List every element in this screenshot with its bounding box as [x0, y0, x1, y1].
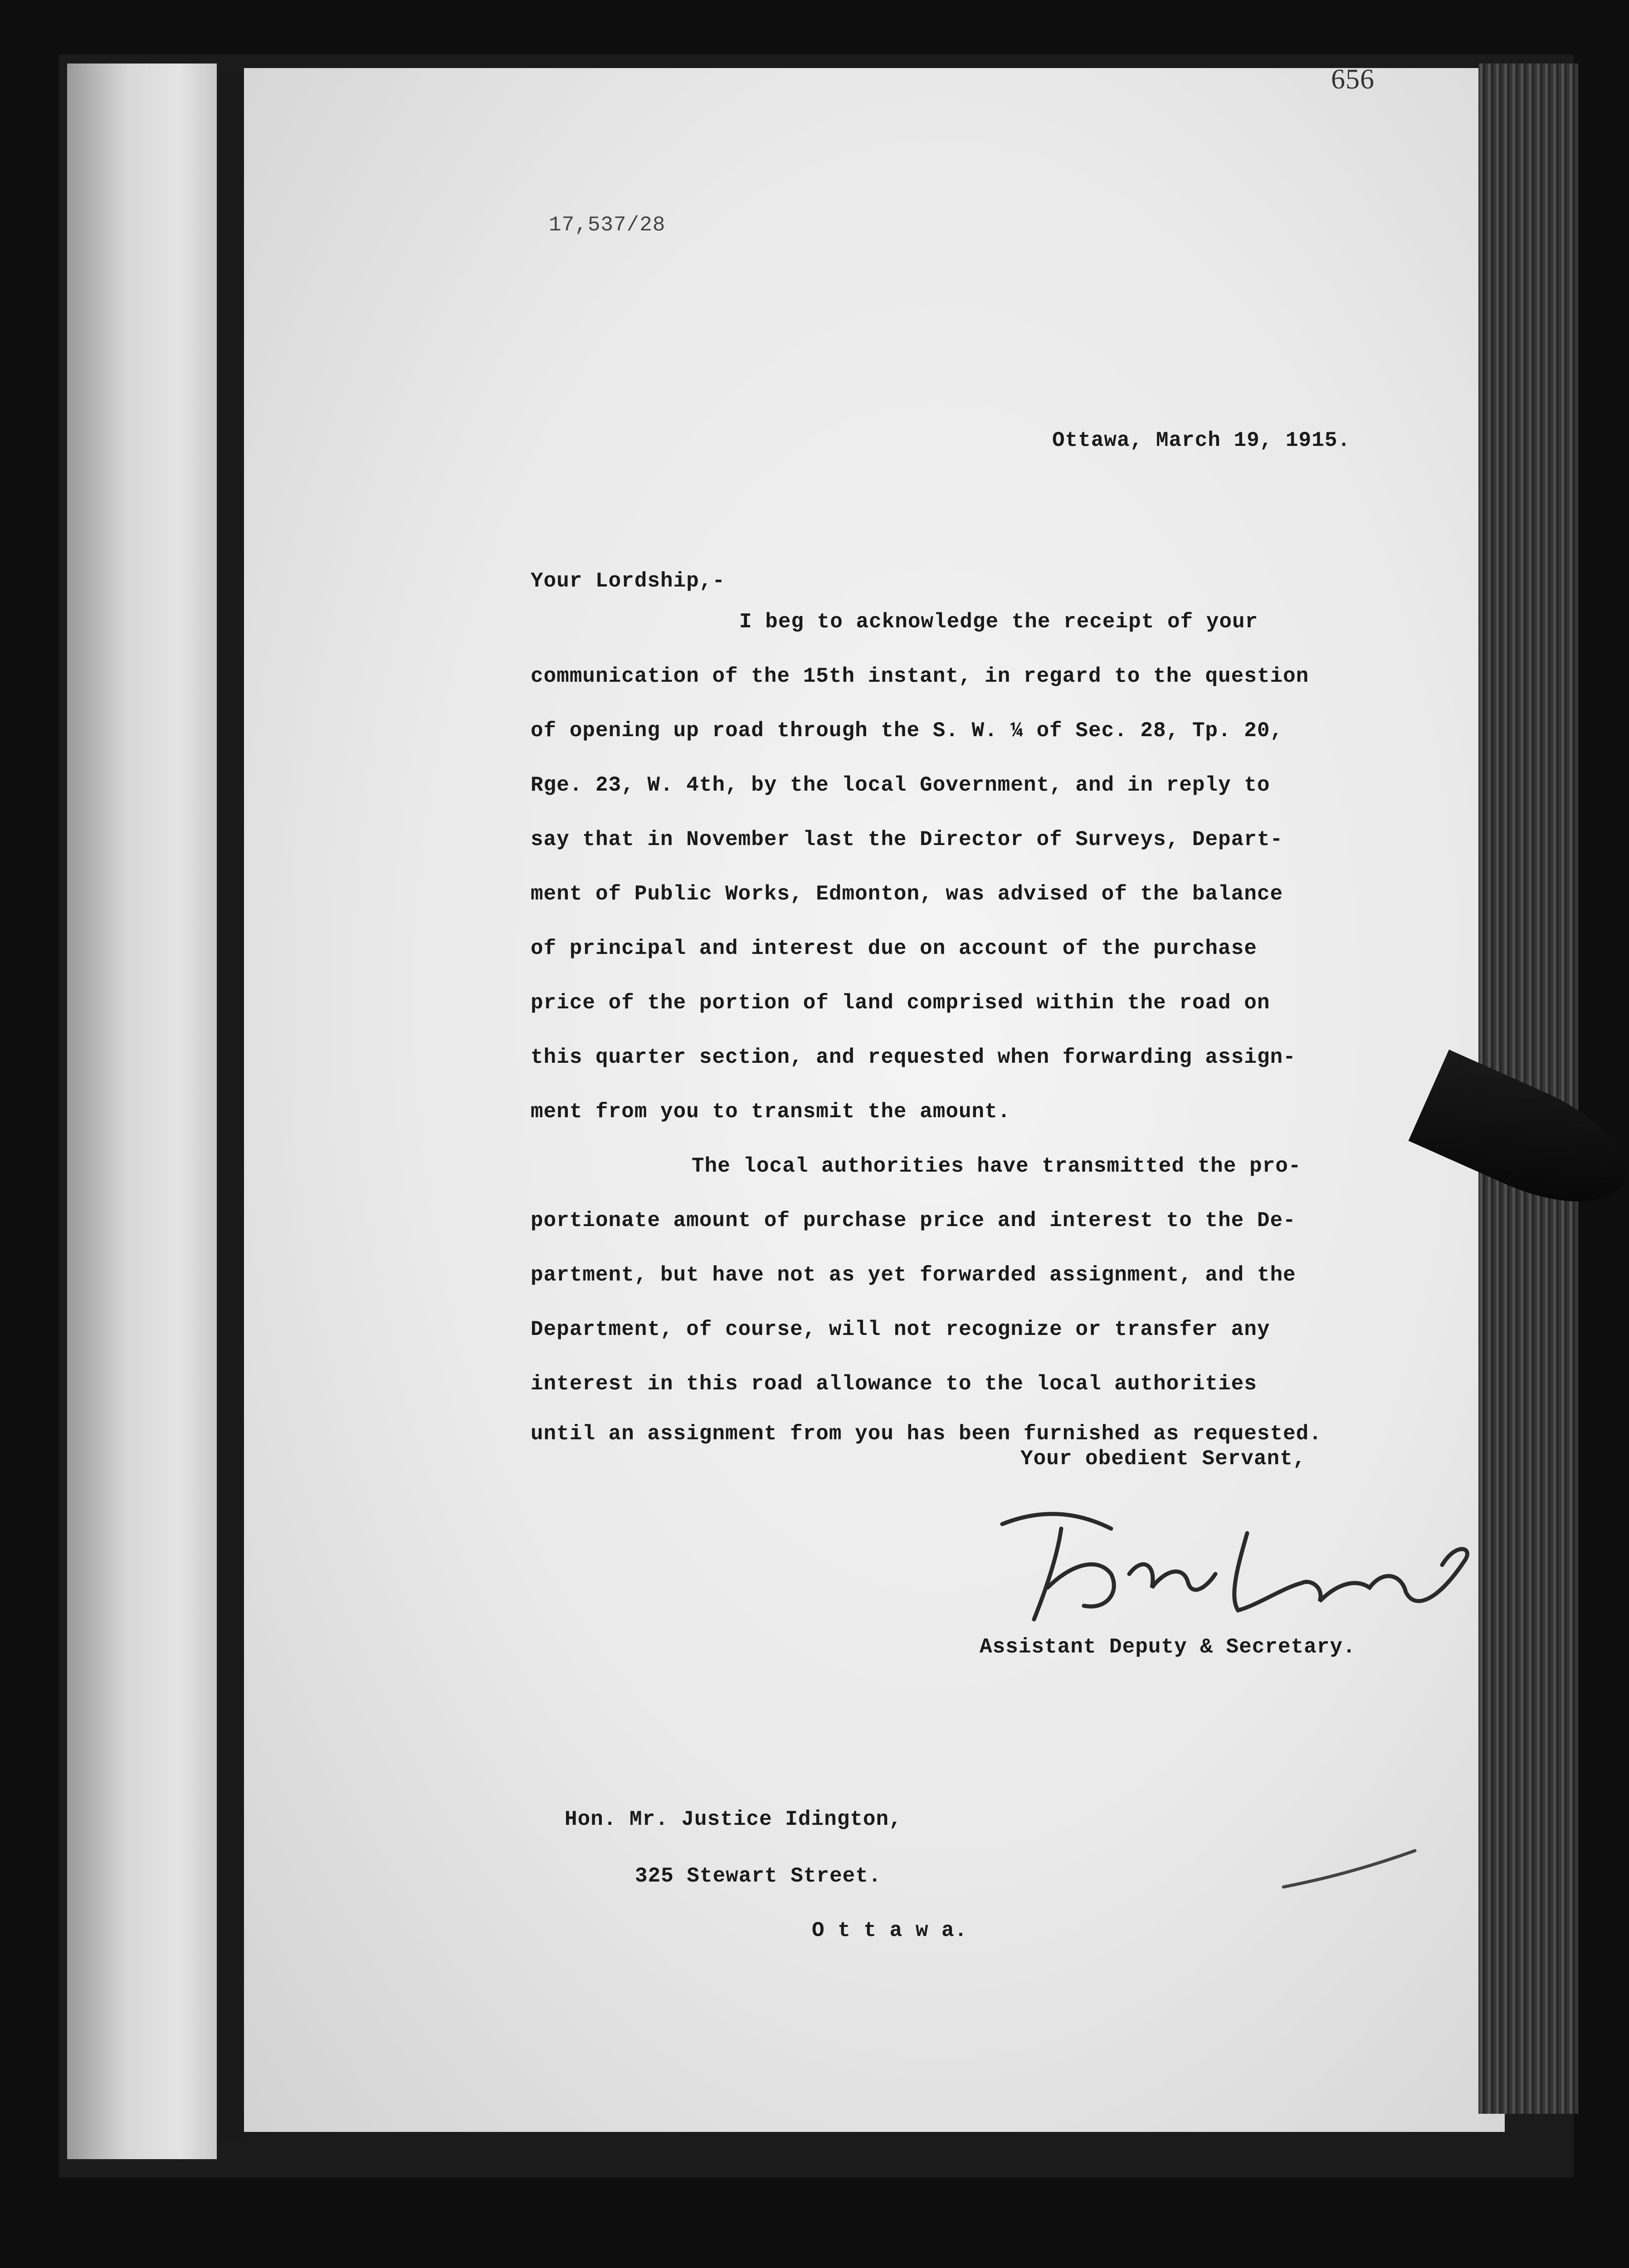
closing: Your obedient Servant,: [1020, 1447, 1306, 1471]
body-line: interest in this road allowance to the local authorities: [531, 1372, 1257, 1396]
file-number: 17,537/28: [549, 213, 666, 237]
body-line: price of the portion of land comprised within the road on: [531, 991, 1270, 1015]
handwritten-signature: [993, 1497, 1488, 1642]
body-line: communication of the 15th instant, in regard to the question: [531, 665, 1309, 688]
body-line: Rge. 23, W. 4th, by the local Government, and in reply to: [531, 773, 1270, 797]
body-line: The local authorities have transmitted the pro-: [692, 1154, 1302, 1178]
body-line: I beg to acknowledge the receipt of your: [739, 610, 1258, 634]
page-number: 656: [1331, 64, 1375, 95]
body-line: of opening up road through the S. W. ¼ of Sec. 28, Tp. 20,: [531, 719, 1283, 743]
salutation: Your Lordship,-: [531, 569, 726, 593]
dateline: Ottawa, March 19, 1915.: [1052, 429, 1351, 452]
pencil-mark: [1279, 1842, 1424, 1896]
signer-title: Assistant Deputy & Secretary.: [980, 1635, 1356, 1659]
body-line: portionate amount of purchase price and interest to the De-: [531, 1209, 1296, 1232]
body-line: partment, but have not as yet forwarded assignment, and the: [531, 1263, 1296, 1287]
book-gutter: [217, 73, 244, 2141]
body-line: say that in November last the Director of Surveys, Depart-: [531, 828, 1283, 851]
address-line: 325 Stewart Street.: [635, 1864, 882, 1888]
address-line: O t t a w a.: [812, 1919, 968, 1942]
body-line: this quarter section, and requested when forwarding assign-: [531, 1046, 1296, 1069]
body-line: until an assignment from you has been furnished as requested.: [531, 1422, 1322, 1446]
body-line: ment of Public Works, Edmonton, was advised of the balance: [531, 882, 1283, 906]
facing-page: [67, 64, 217, 2159]
body-line: ment from you to transmit the amount.: [531, 1100, 1011, 1124]
body-line: Department, of course, will not recognize or transfer any: [531, 1318, 1270, 1341]
address-line: Hon. Mr. Justice Idington,: [565, 1808, 902, 1831]
body-line: of principal and interest due on account of the purchase: [531, 937, 1257, 960]
